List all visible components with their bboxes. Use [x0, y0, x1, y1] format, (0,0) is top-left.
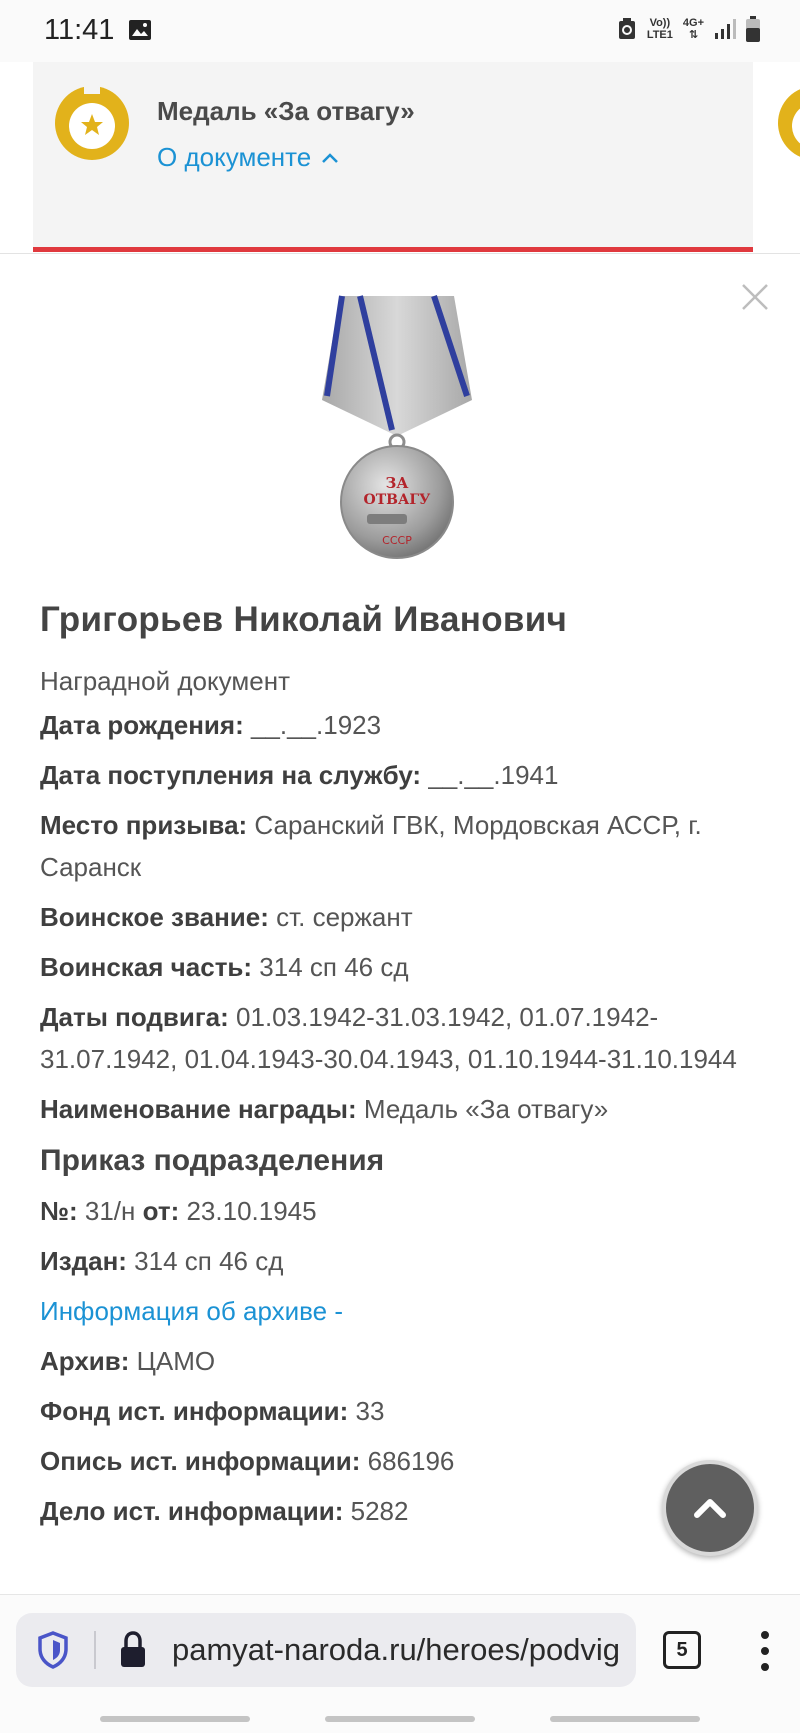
field-label: Дата поступления на службу: — [40, 760, 422, 790]
more-menu-icon[interactable] — [750, 1629, 780, 1673]
chevron-up-icon — [693, 1497, 727, 1519]
field-value: __.__.1923 — [243, 710, 382, 740]
field-value: 01.03.1942-31.03.1942, 01.07.1942-31.07.1942, 01.04.1943-30.04.1943, 01.10.1944-31.10.1944 — [40, 1002, 737, 1074]
field-archive — [40, 1340, 760, 1382]
field-unit — [40, 946, 760, 988]
gen-label: 4G+ — [682, 17, 704, 29]
gesture-recents[interactable] — [550, 1716, 700, 1722]
field-value: __.__.1941 — [421, 760, 559, 790]
field-feat-dates — [40, 996, 760, 1080]
gesture-back[interactable] — [100, 1716, 250, 1722]
document-details — [40, 600, 760, 1540]
address-bar[interactable] — [16, 1613, 636, 1687]
medal-text-line2: ОТВАГУ — [363, 492, 431, 508]
clock: 11:41 — [44, 14, 115, 46]
field-label: Наименование награды: — [40, 1094, 357, 1124]
field-rank — [40, 896, 760, 938]
medal-badge-icon — [53, 84, 131, 162]
gesture-home[interactable] — [325, 1716, 475, 1722]
field-label: Место призыва: — [40, 810, 248, 840]
field-value: 31/н — [77, 1196, 143, 1226]
network-indicator — [647, 17, 673, 41]
field-order-number — [40, 1190, 760, 1232]
field-label: Дело ист. информации: — [40, 1496, 344, 1526]
browser-toolbar — [0, 1594, 800, 1704]
volte-label: Vo)) — [649, 17, 671, 29]
status-bar — [0, 0, 800, 62]
field-value: 33 — [348, 1396, 385, 1426]
field-draft-place — [40, 804, 760, 888]
status-icons — [617, 16, 760, 42]
field-label: Архив: — [40, 1346, 130, 1376]
field-award-name — [40, 1088, 760, 1130]
medal-image — [322, 292, 472, 562]
lte-label: LTE1 — [646, 29, 673, 41]
lock-icon[interactable] — [118, 1631, 148, 1669]
field-value: 314 сп 46 сд — [126, 1246, 284, 1276]
archive-info-link[interactable]: Информация об архиве - — [40, 1296, 343, 1326]
field-label: Даты подвига: — [40, 1002, 229, 1032]
field-value: ст. сержант — [268, 902, 413, 932]
medal-text-line3: СССР — [382, 534, 412, 547]
field-label: Дата рождения: — [40, 710, 244, 740]
field-value: ЦАМО — [129, 1346, 216, 1376]
field-birth-date — [40, 704, 760, 746]
next-medal-badge-icon[interactable] — [776, 84, 800, 162]
field-value: 5282 — [343, 1496, 409, 1526]
field-value: Саранский ГВК, Мордовская АССР, г. Саранск — [40, 810, 702, 882]
field-label: Издан: — [40, 1246, 127, 1276]
field-label: №: — [40, 1196, 78, 1226]
field-value: 686196 — [360, 1446, 455, 1476]
gesture-navigation-bar — [0, 1704, 800, 1733]
signal-icon — [714, 18, 736, 40]
person-name: Григорьев Николай Иванович — [40, 600, 568, 639]
gen-indicator — [683, 17, 704, 41]
data-arrows-icon: ⇅ — [688, 29, 699, 41]
shield-icon[interactable] — [38, 1631, 68, 1669]
field-label: Опись ист. информации: — [40, 1446, 361, 1476]
field-label: Воинское звание: — [40, 902, 269, 932]
close-icon[interactable] — [740, 282, 770, 312]
chevron-up-icon — [321, 152, 339, 164]
field-issued-by — [40, 1240, 760, 1282]
field-label: Фонд ист. информации: — [40, 1396, 349, 1426]
battery-icon — [746, 16, 760, 42]
url-text[interactable]: pamyat-naroda.ru/heroes/podvig — [172, 1632, 621, 1667]
award-title: Медаль «За отвагу» — [157, 96, 415, 126]
award-carousel — [0, 62, 800, 254]
award-card[interactable] — [33, 62, 753, 252]
field-label: от: — [142, 1196, 180, 1226]
recycle-icon — [617, 17, 637, 41]
field-value: Медаль «За отвагу» — [356, 1094, 609, 1124]
address-divider — [94, 1631, 96, 1669]
scroll-to-top-button[interactable] — [662, 1460, 758, 1556]
field-value: 314 сп 46 сд — [252, 952, 409, 982]
field-fond — [40, 1390, 760, 1432]
field-opis — [40, 1440, 760, 1482]
tabs-button[interactable]: 5 — [663, 1631, 701, 1669]
field-label: Воинская часть: — [40, 952, 253, 982]
about-document-link[interactable] — [157, 142, 339, 173]
order-section-title: Приказ подразделения — [40, 1144, 385, 1177]
about-document-label: О документе — [157, 142, 312, 172]
field-delo — [40, 1490, 760, 1532]
field-value: 23.10.1945 — [179, 1196, 317, 1226]
medal-text-line1: ЗА — [385, 474, 409, 492]
field-service-start — [40, 754, 760, 796]
document-type: Наградной документ — [40, 666, 290, 696]
image-icon — [128, 19, 152, 41]
